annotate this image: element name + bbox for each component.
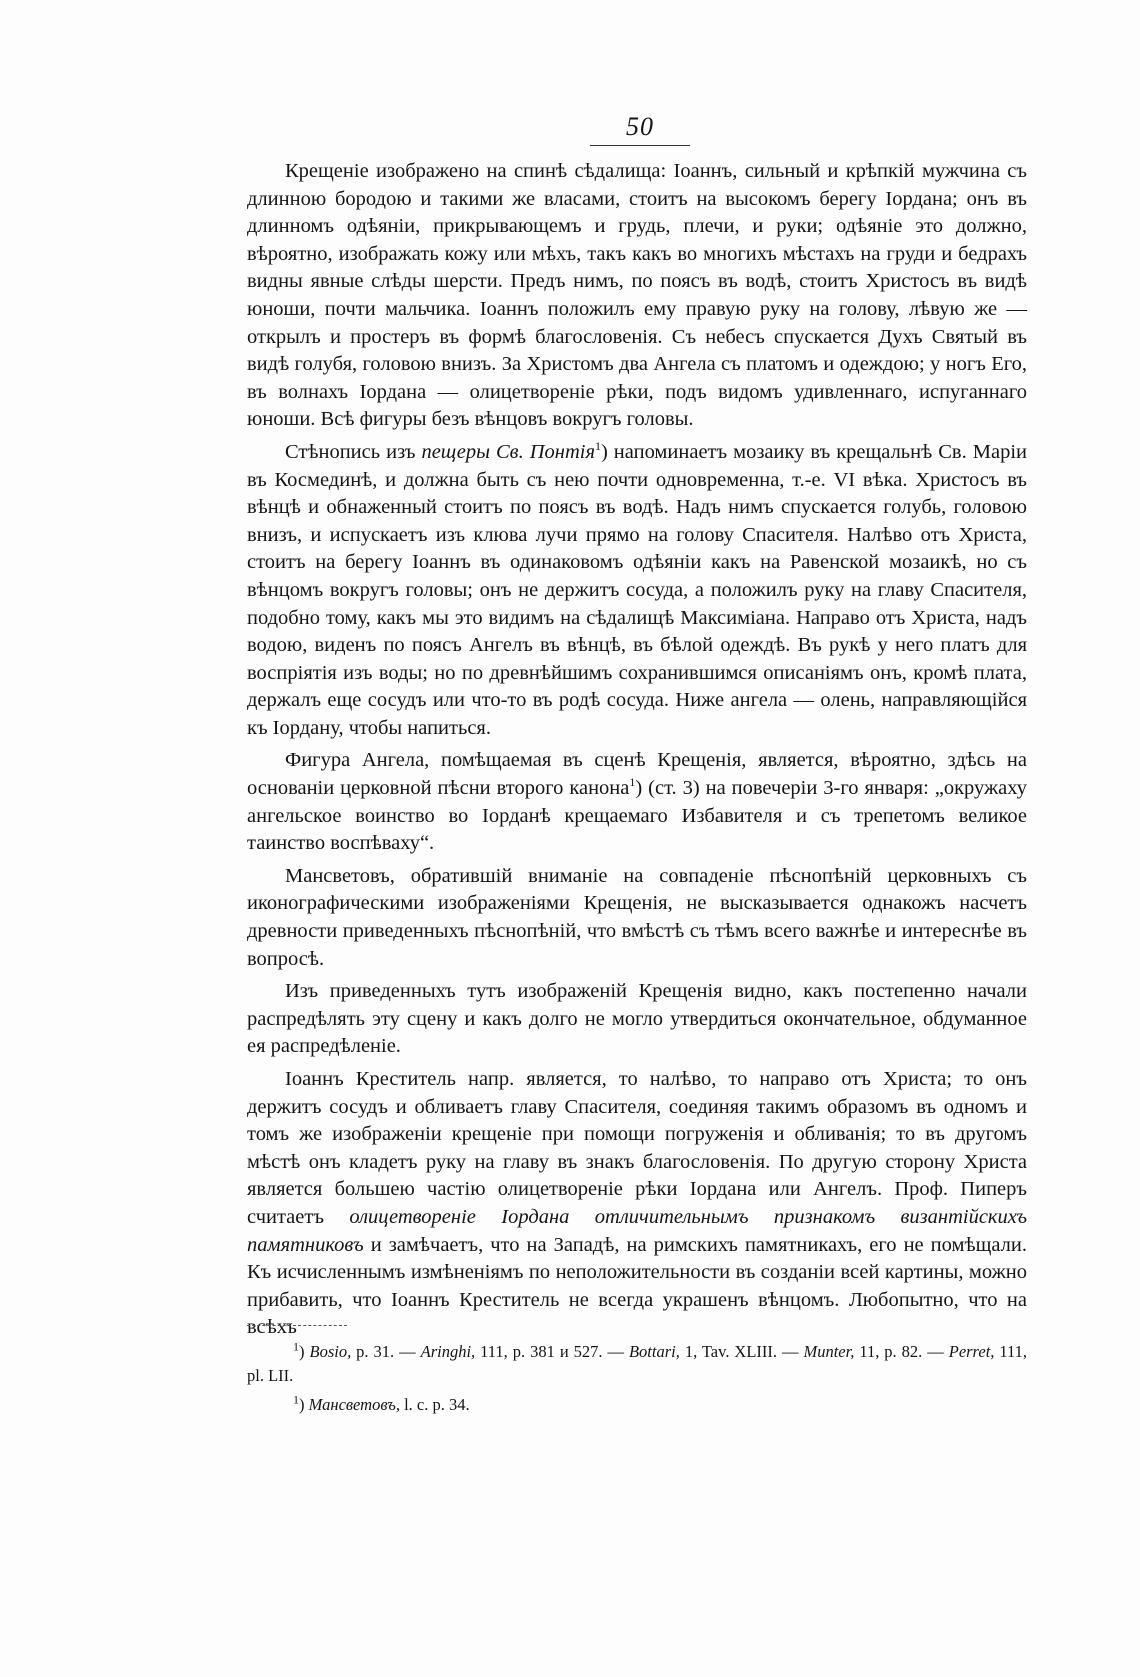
text-run: ) (299, 1342, 310, 1361)
footnote (247, 1340, 1027, 1388)
italic-text: Bottari, (628, 1342, 680, 1361)
italic-text: олицетвореніе Іордана отличительнымъ признакомъ византійскихъ памятниковъ (247, 1205, 1027, 1256)
text-run: 111, p. 381 и 527. — (475, 1342, 629, 1361)
page-number: 50 (626, 112, 654, 141)
text-run: и замѣчаетъ, что на Западѣ, на римскихъ памятникахъ, его не помѣщали. Къ исчисленнымъ измѣненіямъ по неположительности въ созданіи всей картины, можно прибавить, что Іоаннъ Креститель не всегда украшенъ вѣнцомъ. Любопытно, что на всѣхъ (247, 1233, 1027, 1339)
text-run: 11, p. 82. — (854, 1342, 949, 1361)
footnote-separator (247, 1325, 347, 1326)
text-run: 1, Tav. XLIII. — (679, 1342, 804, 1361)
italic-text: пещеры Св. Понтія (421, 440, 595, 463)
italic-text: Мансветовъ, (308, 1395, 400, 1414)
text-run: ) (299, 1395, 309, 1414)
body-text (247, 158, 1027, 1342)
text-run: l. c. p. 34. (399, 1395, 470, 1414)
italic-text: Munter, (803, 1342, 855, 1361)
paragraph (247, 1066, 1027, 1342)
text-run: Стѣнопись изъ (285, 440, 422, 463)
paragraph (247, 439, 1027, 743)
footnote-marker: 1 (293, 1339, 299, 1354)
footnote-marker: 1 (594, 439, 601, 454)
text-run: Крещеніе изображено на спинѣ сѣдалища: Іоаннъ, сильный и крѣпкій мужчина съ длинною бородою и такими же власами, стоитъ на высокомъ берегу Іордана; онъ въ длинномъ одѣяніи, прикрывающемъ и грудь, плечи, и руки; одѣяніе это должно, вѣроятно, изображать кожу или мѣхъ, такъ какъ во многихъ мѣстахъ на груди и бедрахъ видны явные слѣды шерсти. Предъ нимъ, по поясъ въ водѣ, стоитъ Христосъ въ видѣ юноши, почти мальчика. Іоаннъ положилъ ему правую руку на голову, лѣвую же — открылъ и простеръ въ формѣ благословенія. Съ небесъ спускается Духъ Святый въ видѣ голубя, головою внизъ. За Христомъ два Ангела съ платомъ и одеждою; у ногъ Его, въ волнахъ Іордана — олицетвореніе рѣки, подъ видомъ удивленнаго, испуганнаго юноши. Всѣ фигуры безъ вѣнцовъ вокругъ головы. (247, 160, 1027, 431)
text-run: ) напоминаетъ мозаику въ крещальнѣ Св. Маріи въ Космединѣ, и должна быть съ нею почти одновременна, т.-е. VI вѣка. Христосъ въ вѣнцѣ и обнаженный стоитъ по поясъ въ водѣ. Надъ нимъ спускается голубь, головою внизъ, и испускаетъ изъ клюва лучи прямо на голову Спасителя. Налѣво отъ Христа, стоитъ на берегу Іоаннъ въ одинаковомъ одѣяніи какъ на Равенской мозаикѣ, но съ вѣнцомъ вокругъ головы; онъ не держитъ сосуда, а положилъ руку на главу Спасителя, подобно тому, какъ мы это видимъ на сѣдалищѣ Максиміана. Направо отъ Христа, надъ водою, виденъ по поясъ Ангелъ въ вѣнцѣ, въ бѣлой одеждѣ. Въ рукѣ у него платъ для воспріятія изъ воды; но по древнѣйшимъ сохранившимся описаніямъ онъ, кромѣ плата, держалъ еще сосудъ или что-то въ родѣ сосуда. Ниже ангела — олень, направляющійся къ Іордану, чтобы напиться. (247, 440, 1027, 739)
paragraph (247, 158, 1027, 434)
italic-text: Aringhi, (420, 1342, 476, 1361)
italic-text: Perret, (948, 1342, 995, 1361)
text-run: Іоаннъ Креститель напр. является, то налѣво, то направо отъ Христа; то онъ держитъ сосудъ и обливаетъ главу Спасителя, соединяя такимъ образомъ въ одномъ и томъ же изображеніи крещеніе при помощи погруженія и обливанія; то въ другомъ мѣстѣ онъ кладетъ руку на главу въ знакъ благословенія. По другую сторону Христа является большею частію олицетвореніе рѣки Іордана или Ангелъ. Проф. Пиперъ считаетъ (247, 1068, 1027, 1228)
paragraph (247, 747, 1027, 857)
text-run: Изъ приведенныхъ тутъ изображеній Крещенія видно, какъ постепенно начали распредѣлять эту сцену и какъ долго не могло утвердиться окончательное, обдуманное ея распредѣленіе. (247, 980, 1027, 1058)
text-run: Фигура Ангела, помѣщаемая въ сценѣ Крещенія, является, вѣроятно, здѣсь на основаніи церковной пѣсни второго канона (247, 749, 1027, 800)
footnotes (247, 1340, 1027, 1422)
text-run: p. 31. — (351, 1342, 421, 1361)
paragraph (247, 863, 1027, 973)
footnote-marker: 1 (629, 775, 636, 790)
text-run: Мансветовъ, обратившій вниманіе на совпаденіе пѣснопѣній церковныхъ съ иконографическими изображеніями Крещенія, не высказывается однакожъ насчетъ древности приведенныхъ пѣснопѣній, что вмѣстѣ съ тѣмъ всего важнѣе и интереснѣе въ вопросѣ. (247, 864, 1027, 970)
page-number-rule (590, 145, 690, 146)
paragraph (247, 978, 1027, 1061)
text-run: 111, pl. LII. (247, 1342, 1028, 1385)
footnote (247, 1393, 1027, 1417)
text-run: ) (ст. 3) на повечеріи 3-го января: „окружаху ангельское воинство во Іорданѣ крещаемаго Избавителя и съ трепетомъ великое таинство воспѣваху“. (247, 777, 1027, 855)
italic-text: Bosio, (309, 1342, 352, 1361)
footnote-marker: 1 (293, 1392, 299, 1407)
